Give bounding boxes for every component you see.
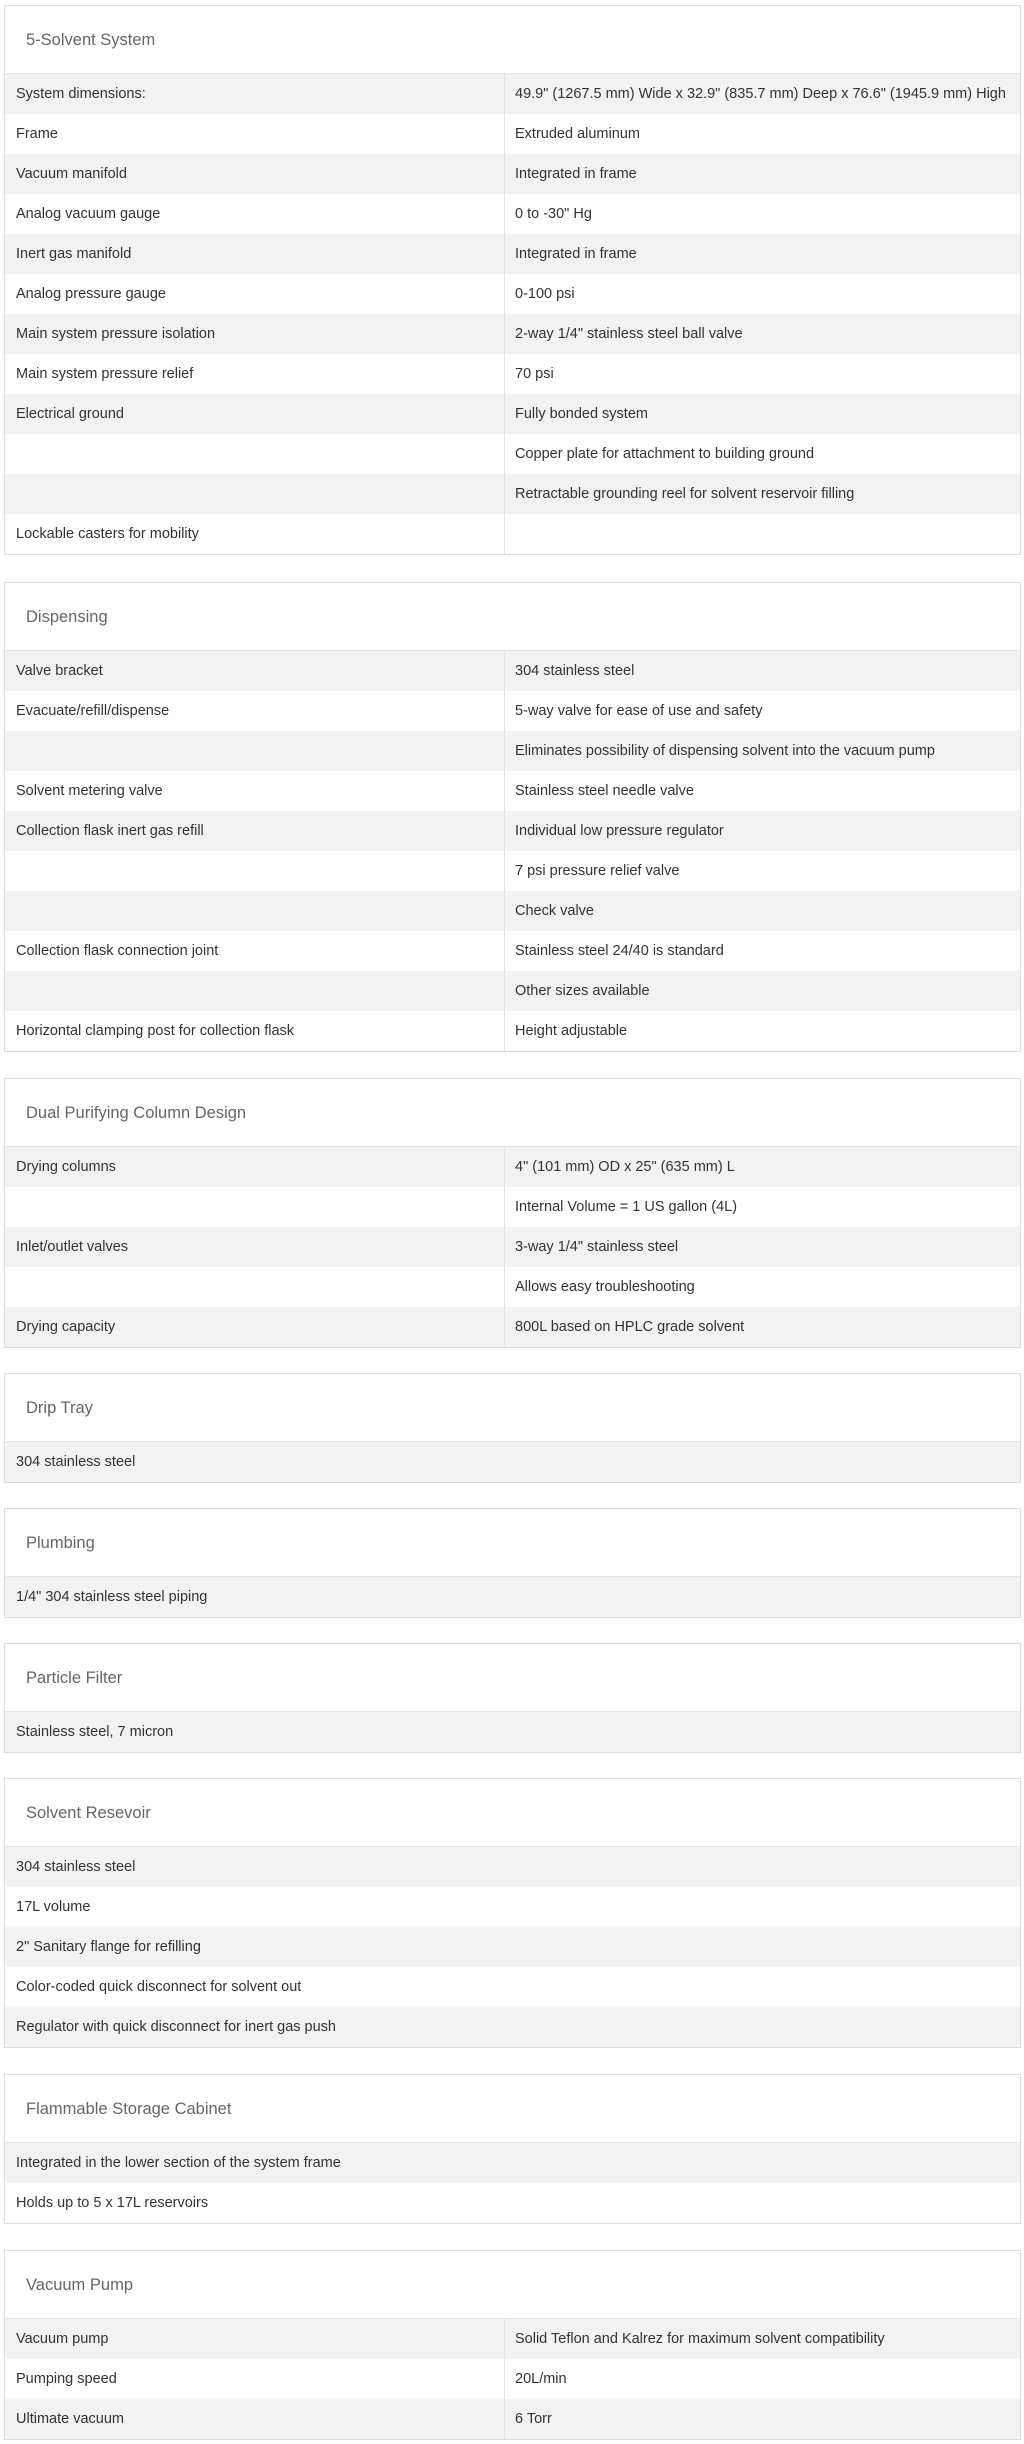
spec-section: [4, 1508, 1021, 1618]
spec-label: Collection flask inert gas refill: [5, 811, 505, 851]
spec-label: Regulator with quick disconnect for inert gas push: [16, 2019, 336, 2035]
spec-label: Solvent metering valve: [5, 771, 505, 811]
spec-row: [5, 1847, 1020, 1887]
spec-label: Inert gas manifold: [5, 234, 505, 274]
spec-row: [5, 1227, 1020, 1267]
spec-value: Height adjustable: [515, 1023, 628, 1039]
spec-label: Vacuum pump: [5, 2319, 505, 2359]
spec-row: [5, 1307, 1020, 1347]
spec-value: Other sizes available: [515, 983, 650, 999]
spec-row: [5, 811, 1020, 851]
spec-row: [5, 651, 1020, 691]
spec-value: Stainless steel 24/40 is standard: [515, 943, 724, 959]
spec-label: 304 stainless steel: [16, 1454, 136, 1470]
spec-label: Lockable casters for mobility: [5, 514, 505, 554]
spec-value: 2-way 1/4" stainless steel ball valve: [515, 326, 743, 342]
spec-row: [5, 691, 1020, 731]
spec-section: [4, 1078, 1021, 1348]
spec-value: 7 psi pressure relief valve: [515, 863, 680, 879]
section-title: Vacuum Pump: [5, 2251, 1020, 2319]
spec-label: Color-coded quick disconnect for solvent out: [16, 1979, 302, 1995]
spec-value: Individual low pressure regulator: [515, 823, 724, 839]
spec-label: 2" Sanitary flange for refilling: [16, 1939, 201, 1955]
spec-label: Holds up to 5 x 17L reservoirs: [16, 2195, 209, 2211]
spec-row: [5, 1442, 1020, 1482]
spec-row: [5, 1712, 1020, 1752]
spec-label: Analog pressure gauge: [5, 274, 505, 314]
spec-row: [5, 891, 1020, 931]
spec-row: [5, 2319, 1020, 2359]
spec-row: [5, 514, 1020, 554]
spec-label: [5, 891, 505, 931]
spec-row: [5, 434, 1020, 474]
section-title: Dispensing: [5, 583, 1020, 651]
spec-section: [4, 2250, 1021, 2440]
spec-section: [4, 2074, 1021, 2224]
spec-label: Main system pressure isolation: [5, 314, 505, 354]
spec-value: 20L/min: [515, 2371, 567, 2387]
spec-value: Eliminates possibility of dispensing solvent into the vacuum pump: [515, 743, 935, 759]
spec-label: [5, 434, 505, 474]
spec-row: [5, 2359, 1020, 2399]
spec-value: Allows easy troubleshooting: [515, 1279, 695, 1295]
spec-value: 4" (101 mm) OD x 25" (635 mm) L: [515, 1159, 735, 1175]
spec-label: Evacuate/refill/dispense: [5, 691, 505, 731]
spec-label: Pumping speed: [5, 2359, 505, 2399]
spec-row: [5, 771, 1020, 811]
spec-label: 304 stainless steel: [16, 1859, 136, 1875]
spec-value: Internal Volume = 1 US gallon (4L): [515, 1199, 738, 1215]
spec-row: [5, 851, 1020, 891]
spec-row: [5, 2183, 1020, 2223]
section-title: Particle Filter: [5, 1644, 1020, 1712]
spec-value: Fully bonded system: [515, 406, 648, 422]
spec-label: Drying capacity: [5, 1307, 505, 1347]
spec-row: [5, 154, 1020, 194]
spec-label: Inlet/outlet valves: [5, 1227, 505, 1267]
spec-label: Vacuum manifold: [5, 154, 505, 194]
spec-label: 17L volume: [16, 1899, 91, 1915]
spec-row: [5, 114, 1020, 154]
spec-label: Electrical ground: [5, 394, 505, 434]
spec-row: [5, 234, 1020, 274]
spec-row: [5, 394, 1020, 434]
section-title: Drip Tray: [5, 1374, 1020, 1442]
spec-value: Copper plate for attachment to building ground: [515, 446, 815, 462]
section-title: Solvent Resevoir: [5, 1779, 1020, 1847]
spec-row: [5, 1267, 1020, 1307]
spec-section: [4, 5, 1021, 555]
spec-value: Stainless steel needle valve: [515, 783, 694, 799]
spec-value: 70 psi: [515, 366, 554, 382]
spec-row: [5, 1147, 1020, 1187]
spec-value: 6 Torr: [515, 2411, 552, 2427]
spec-value: Solid Teflon and Kalrez for maximum solvent compatibility: [515, 2331, 885, 2347]
spec-row: [5, 731, 1020, 771]
spec-value: 0-100 psi: [515, 286, 575, 302]
spec-label: [5, 1267, 505, 1307]
spec-value: 5-way valve for ease of use and safety: [515, 703, 763, 719]
spec-label: Horizontal clamping post for collection flask: [5, 1011, 505, 1051]
spec-row: [5, 971, 1020, 1011]
spec-value: Integrated in frame: [515, 246, 637, 262]
spec-section: [4, 582, 1021, 1052]
spec-row: [5, 2143, 1020, 2183]
spec-label: Drying columns: [5, 1147, 505, 1187]
spec-row: [5, 1927, 1020, 1967]
spec-value: Extruded aluminum: [515, 126, 640, 142]
spec-row: [5, 274, 1020, 314]
spec-value: [505, 514, 1020, 554]
spec-section: [4, 1643, 1021, 1753]
spec-row: [5, 474, 1020, 514]
spec-label: [5, 474, 505, 514]
section-title: 5-Solvent System: [5, 6, 1020, 74]
spec-row: [5, 931, 1020, 971]
spec-label: [5, 851, 505, 891]
spec-label: [5, 731, 505, 771]
spec-value: 304 stainless steel: [515, 663, 635, 679]
spec-label: Collection flask connection joint: [5, 931, 505, 971]
spec-value: Integrated in frame: [515, 166, 637, 182]
spec-row: [5, 1187, 1020, 1227]
section-title: Dual Purifying Column Design: [5, 1079, 1020, 1147]
spec-section: [4, 1778, 1021, 2048]
spec-row: [5, 2399, 1020, 2439]
spec-row: [5, 194, 1020, 234]
spec-value: Retractable grounding reel for solvent reservoir filling: [515, 486, 855, 502]
spec-label: Main system pressure relief: [5, 354, 505, 394]
spec-row: [5, 74, 1020, 114]
spec-label: Integrated in the lower section of the system frame: [16, 2155, 341, 2171]
spec-label: 1/4" 304 stainless steel piping: [16, 1589, 208, 1605]
spec-label: System dimensions:: [5, 74, 505, 114]
spec-row: [5, 1887, 1020, 1927]
spec-row: [5, 2007, 1020, 2047]
spec-row: [5, 1011, 1020, 1051]
section-title: Flammable Storage Cabinet: [5, 2075, 1020, 2143]
spec-label: Analog vacuum gauge: [5, 194, 505, 234]
section-title: Plumbing: [5, 1509, 1020, 1577]
spec-label: Stainless steel, 7 micron: [16, 1724, 174, 1740]
spec-value: 0 to -30" Hg: [515, 206, 592, 222]
spec-row: [5, 314, 1020, 354]
spec-label: Valve bracket: [5, 651, 505, 691]
spec-value: 800L based on HPLC grade solvent: [515, 1319, 745, 1335]
spec-row: [5, 1967, 1020, 2007]
spec-value: Check valve: [515, 903, 594, 919]
spec-label: [5, 971, 505, 1011]
spec-label: Frame: [5, 114, 505, 154]
spec-row: [5, 1577, 1020, 1617]
spec-label: Ultimate vacuum: [5, 2399, 505, 2439]
spec-value: 3-way 1/4" stainless steel: [515, 1239, 679, 1255]
spec-value: 49.9" (1267.5 mm) Wide x 32.9" (835.7 mm) Deep x 76.6" (1945.9 mm) High: [515, 86, 1006, 102]
spec-label: [5, 1187, 505, 1227]
spec-section: [4, 1373, 1021, 1483]
spec-row: [5, 354, 1020, 394]
